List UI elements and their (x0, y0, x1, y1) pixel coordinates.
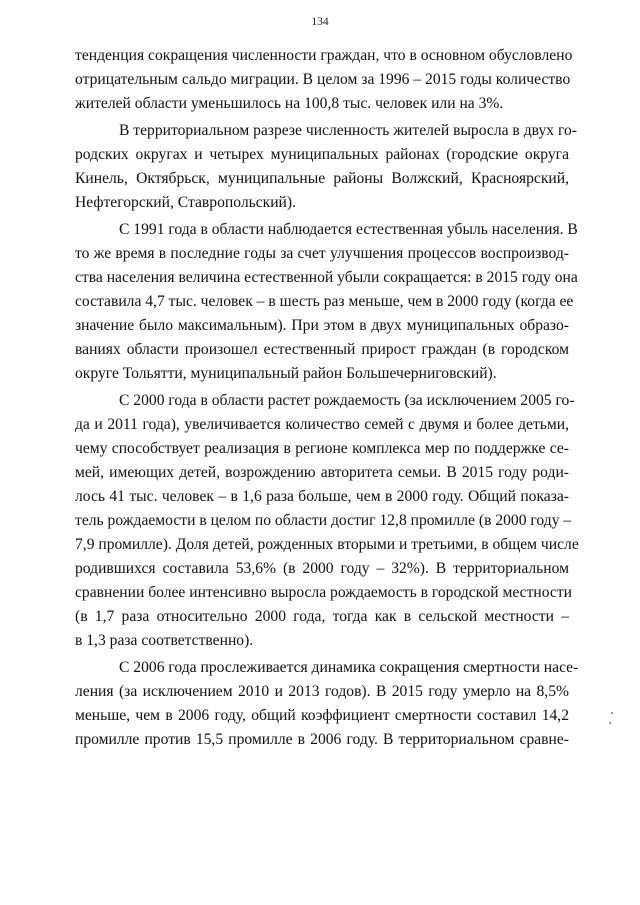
text-line: Нефтегорский, Ставропольский). (75, 194, 296, 211)
text-line: С 1991 года в области наблюдается естественная убыль населения. В (119, 221, 578, 238)
text-line: промилле против 15,5 промилле в 2006 году. В территориальном сравне- (75, 731, 569, 748)
text-line: тенденция сокращения численности граждан, что в основном обусловлено (75, 47, 573, 64)
text-line: ства населения величина естественной убыли сокращается: в 2015 году она (75, 269, 578, 286)
paragraph (75, 389, 579, 653)
text-line: жителей области уменьшилось на 100,8 тыс. человек или на 3%. (75, 95, 504, 112)
document-body (75, 44, 579, 752)
text-line: в 1,3 раза соответственно). (75, 632, 254, 649)
paragraph (75, 44, 573, 116)
text-line: значение было максимальным). При этом в двух муниципальных образо- (75, 317, 569, 334)
text-line: округе Тольятти, муниципальный район Большечерниговский). (75, 365, 497, 382)
paragraph (75, 656, 579, 752)
text-line: 7,9 промилле). Доля детей, рожденных вторыми и третьими, в общем числе (75, 536, 579, 553)
text-line: С 2006 года прослеживается динамика сокращения смертности насе- (119, 659, 579, 676)
text-line: С 2000 года в области растет рождаемость (за исключением 2005 го- (119, 392, 575, 409)
text-line: родившихся составила 53,6% (в 2000 году – 32%). В территориальном (75, 560, 569, 577)
text-line: мей, имеющих детей, возрождению авторитета семьи. В 2015 году роди- (75, 464, 569, 481)
text-line: В территориальном разрезе численность жителей выросла в двух го- (119, 122, 577, 139)
text-line: меньше, чем в 2006 году, общий коэффициент смертности составил 14,2 (75, 707, 569, 724)
text-line: составила 4,7 тыс. человек – в шесть раз меньше, чем в 2000 году (когда ее (75, 293, 574, 310)
text-line: да и 2011 года), увеличивается количество семей с двумя и более детьми, (75, 416, 569, 433)
paragraph (75, 119, 577, 215)
scan-speck (611, 712, 613, 714)
scan-speck (609, 722, 611, 724)
paragraph (75, 218, 578, 386)
text-line: то же время в последние годы за счет улучшения процессов воспроизвод- (75, 245, 569, 262)
text-line: лось 41 тыс. человек – в 1,6 раза больше, чем в 2000 году. Общий показа- (75, 488, 569, 505)
text-line: отрицательным сальдо миграции. В целом за 1996 – 2015 годы количество (75, 71, 571, 88)
text-line: сравнении более интенсивно выросла рождаемость в городской местности (75, 584, 573, 601)
text-line: чему способствует реализация в регионе комплекса мер по поддержке се- (75, 440, 569, 457)
text-line: ваниях области произошел естественный прирост граждан (в городском (75, 341, 569, 358)
text-line: тель рождаемости в целом по области достиг 12,8 промилле (в 2000 году – (75, 512, 572, 529)
text-line: родских округах и четырех муниципальных районах (городские округа (75, 146, 569, 163)
text-line: Кинель, Октябрьск, муниципальные районы Волжский, Красноярский, (75, 170, 569, 187)
text-line: (в 1,7 раза относительно 2000 года, тогда как в сельской местности – (75, 608, 569, 625)
text-line: ления (за исключением 2010 и 2013 годов). В 2015 году умерло на 8,5% (75, 683, 569, 700)
page-number: 134 (311, 16, 329, 28)
